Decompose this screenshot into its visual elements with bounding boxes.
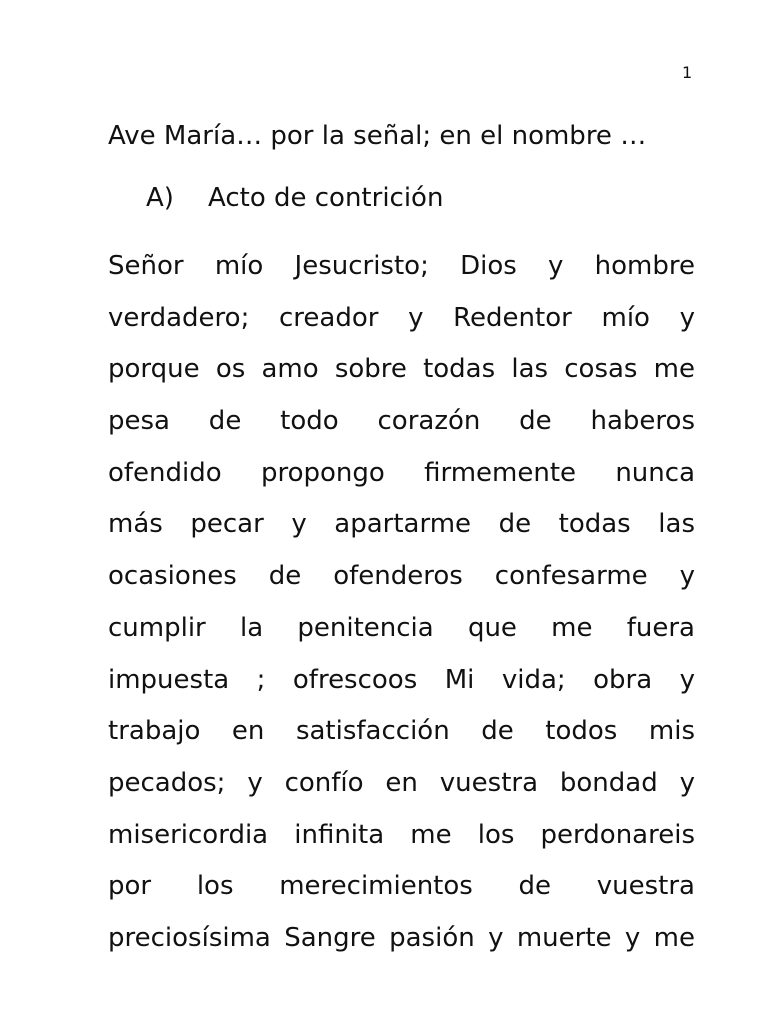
prayer-line: verdadero; creador y Redentor mío y (108, 302, 695, 333)
prayer-line: por los merecimientos de vuestra (108, 871, 695, 902)
section-title: Acto de contrición (208, 183, 444, 213)
prayer-line: pesa de todo corazón de haberos (108, 406, 695, 437)
prayer-line: trabajo en satisfacción de todos mis (108, 716, 695, 747)
prayer-line: porque os amo sobre todas las cosas me (108, 354, 695, 385)
prayer-line: cumplir la penitencia que me fuera (108, 612, 695, 643)
prayer-line: más pecar y apartarme de todas las (108, 509, 695, 540)
section-letter: A) (146, 183, 174, 213)
prayer-line: Señor mío Jesucristo; Dios y hombre (108, 251, 695, 281)
prayer-line: impuesta ; ofrescoos Mi vida; obra y (108, 664, 695, 695)
opening-invocation: Ave María… por la señal; en el nombre … (108, 121, 647, 151)
prayer-line: pecados; y confío en vuestra bondad y (108, 767, 695, 798)
prayer-line: preciosísima Sangre pasión y muerte y me (108, 922, 695, 953)
prayer-line: ofendido propongo firmemente nunca (108, 457, 695, 488)
page-number: 1 (682, 63, 693, 82)
prayer-line: ocasiones de ofenderos confesarme y (108, 561, 695, 592)
section-heading (146, 178, 443, 218)
prayer-line: misericordia infinita me los perdonareis (108, 819, 695, 850)
prayer-body (108, 244, 695, 968)
